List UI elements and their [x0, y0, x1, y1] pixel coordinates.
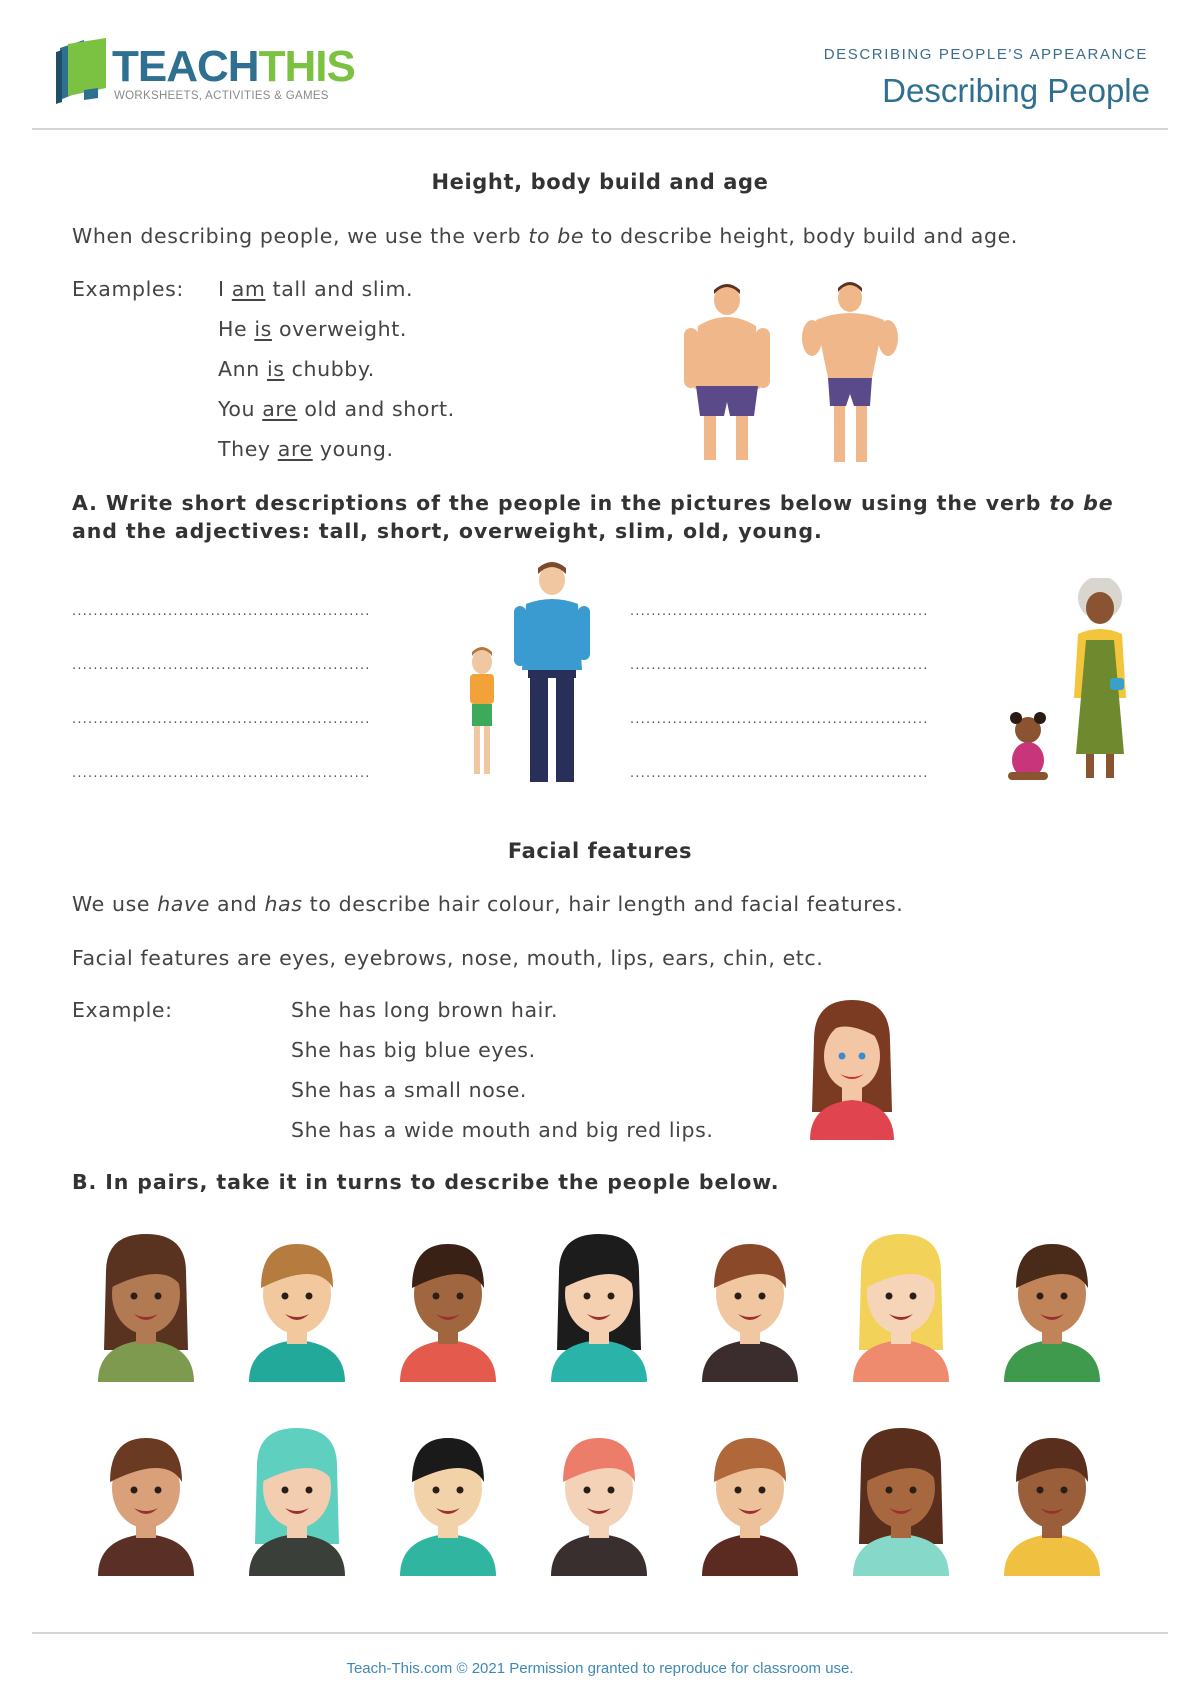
- avatar-face: [551, 1234, 647, 1382]
- header-divider: [32, 128, 1168, 130]
- woman-portrait-illustration: [806, 1000, 898, 1140]
- avatar-shirt: [400, 1340, 496, 1382]
- answer-line[interactable]: ........................................................: [630, 712, 929, 727]
- avatar-shirt: [1004, 1534, 1100, 1576]
- answer-line[interactable]: ........................................................: [72, 658, 371, 673]
- muscular-man-figure: [802, 282, 898, 462]
- tall-man-figure: [514, 562, 590, 782]
- answer-line[interactable]: ........................................................: [630, 604, 929, 619]
- footer-divider: [32, 1632, 1168, 1634]
- body-types-illustration: [680, 278, 920, 468]
- answer-line[interactable]: ........................................................: [630, 658, 929, 673]
- intro-text: When describing people, we use the verb to be to describe height, body build and age.: [72, 224, 1018, 248]
- example-sentence: They are young.: [218, 437, 394, 461]
- book-icon: [54, 38, 110, 104]
- answer-line[interactable]: ........................................................: [72, 712, 371, 727]
- avatar-face: [400, 1438, 496, 1576]
- section-heading-facial: Facial features: [507, 839, 693, 863]
- worksheet-kicker: DESCRIBING PEOPLE'S APPEARANCE: [823, 46, 1148, 63]
- worksheet-title: Describing People: [882, 72, 1150, 109]
- avatar-face: [853, 1428, 949, 1576]
- logo-this-text: THIS: [258, 42, 355, 91]
- tall-man-and-boy-illustration: [460, 560, 600, 790]
- avatar-shirt: [1004, 1340, 1100, 1382]
- avatar-face: [702, 1438, 798, 1576]
- example-sentence: She has a wide mouth and big red lips.: [291, 1118, 714, 1142]
- avatar-shirt: [249, 1340, 345, 1382]
- logo[interactable]: [54, 38, 355, 108]
- avatar-face: [1004, 1438, 1100, 1576]
- avatar-face: [551, 1438, 647, 1576]
- section-heading-height: Height, body build and age: [431, 170, 769, 194]
- facial-examples-list: [291, 998, 713, 1158]
- faces-row-2: [96, 1426, 1116, 1576]
- example-sentence: She has big blue eyes.: [291, 1038, 536, 1062]
- answer-line[interactable]: ........................................................: [72, 766, 371, 781]
- avatar-face: [400, 1244, 496, 1382]
- task-a-instructions: A. Write short descriptions of the people in the pictures below using the verb to be and the adjectives: tall, short, overweight, slim, old, young.: [72, 491, 1114, 543]
- task-b-instructions: B. In pairs, take it in turns to describe the people below.: [72, 1170, 780, 1194]
- answer-line[interactable]: ........................................................: [630, 766, 929, 781]
- examples-list: [218, 277, 455, 477]
- footer-copyright: Teach-This.com © 2021 Permission granted to reproduce for classroom use.: [346, 1660, 854, 1677]
- example-sentence: She has long brown hair.: [291, 998, 559, 1022]
- avatar-shirt: [702, 1340, 798, 1382]
- overweight-man-figure: [684, 284, 770, 460]
- avatar-face: [853, 1234, 949, 1382]
- facial-features-text: Facial features are eyes, eyebrows, nose, mouth, lips, ears, chin, etc.: [72, 946, 824, 970]
- example-sentence: He is overweight.: [218, 317, 407, 341]
- answer-lines-right: [630, 604, 929, 820]
- logo-teach-text: TEACH: [112, 42, 259, 91]
- avatar-shirt: [400, 1534, 496, 1576]
- avatar-face: [98, 1234, 194, 1382]
- example-sentence: Ann is chubby.: [218, 357, 375, 381]
- boy-figure: [470, 647, 494, 774]
- avatar-face: [98, 1438, 194, 1576]
- baby-figure: [1008, 712, 1048, 780]
- grandmother-figure: [1074, 578, 1126, 778]
- avatar-shirt: [98, 1534, 194, 1576]
- have-has-text: We use have and has to describe hair colour, hair length and facial features.: [72, 892, 904, 916]
- avatar-shirt: [551, 1534, 647, 1576]
- example-sentence: I am tall and slim.: [218, 277, 414, 301]
- avatar-face: [1004, 1244, 1100, 1382]
- examples-label: Examples:: [72, 277, 184, 301]
- example-label: Example:: [72, 998, 173, 1022]
- avatar-face: [249, 1244, 345, 1382]
- grandmother-and-baby-illustration: [1000, 578, 1140, 788]
- avatar-face: [249, 1428, 345, 1576]
- avatar-face: [702, 1244, 798, 1382]
- example-sentence: You are old and short.: [218, 397, 455, 421]
- logo-tagline: WORKSHEETS, ACTIVITIES & GAMES: [114, 90, 329, 102]
- example-sentence: She has a small nose.: [291, 1078, 528, 1102]
- avatar-shirt: [702, 1534, 798, 1576]
- faces-row-1: [96, 1232, 1116, 1382]
- answer-line[interactable]: ........................................................: [72, 604, 371, 619]
- answer-lines-left: [72, 604, 371, 820]
